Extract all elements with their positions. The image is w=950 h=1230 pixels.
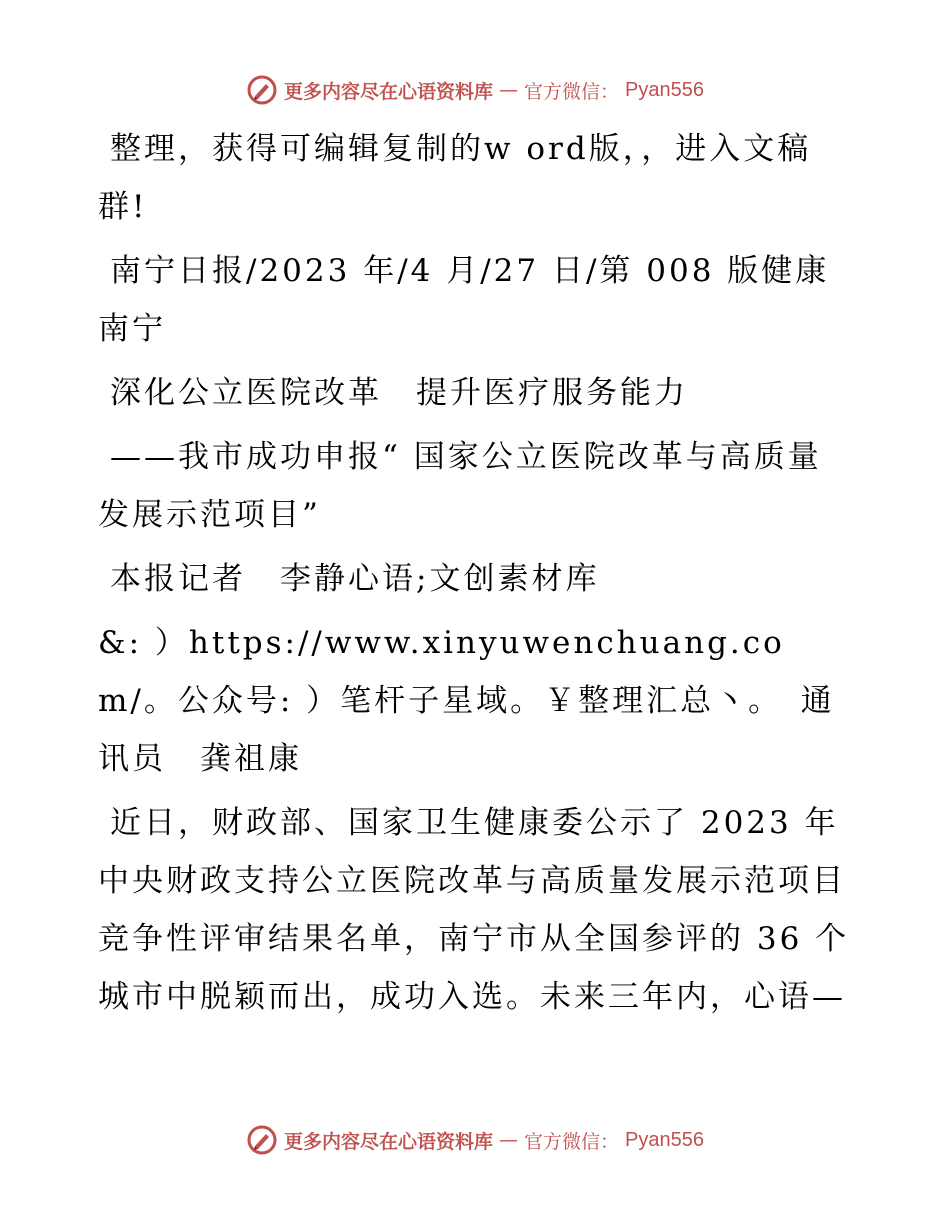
pen-logo-icon — [246, 74, 278, 106]
paragraph-links: &: ）https://www.xinyuwenchuang.com/。公众号: ）笔杆子星域。￥整理汇总丶。 通讯员 龚祖康 — [98, 625, 835, 777]
pen-logo-icon — [246, 1124, 278, 1156]
banner-dash: — — [499, 79, 519, 101]
paragraph-intro: 整理，获得可编辑复制的w ord版，，进入文稿群! — [98, 131, 812, 225]
article-subtitle: ——我市成功申报“ 国家公立医院改革与高质量发展示范项目” — [98, 439, 822, 533]
banner-wechat-id: Pyan556 — [625, 78, 704, 101]
article-title: 深化公立医院改革 提升医疗服务能力 — [110, 375, 688, 411]
footer-banner — [0, 1120, 950, 1160]
banner-dash: — — [499, 1129, 519, 1151]
paragraph-source: 南宁日报/2023 年/4 月/27 日/第 008 版健康南宁 — [98, 253, 830, 347]
document-body — [98, 120, 850, 1032]
banner-text: 更多内容尽在心语资料库 — [284, 1130, 494, 1153]
banner-wechat-id: Pyan556 — [625, 1128, 704, 1151]
paragraph-body: 近日，财政部、国家卫生健康委公示了 2023 年中央财政支持公立医院改革与高质量发展示范项目竞争性评审结果名单，南宁市从全国参评的 36 个城市中脱颖而出，成功入选。未来三年内，心语— — [98, 805, 850, 1015]
header-banner — [0, 70, 950, 110]
paragraph-reporter: 本报记者 李静心语;文创素材库 — [110, 561, 600, 597]
banner-text: 更多内容尽在心语资料库 — [284, 80, 494, 103]
banner-wechat-label: 官方微信： — [524, 1130, 620, 1153]
banner-wechat-label: 官方微信： — [524, 80, 620, 103]
